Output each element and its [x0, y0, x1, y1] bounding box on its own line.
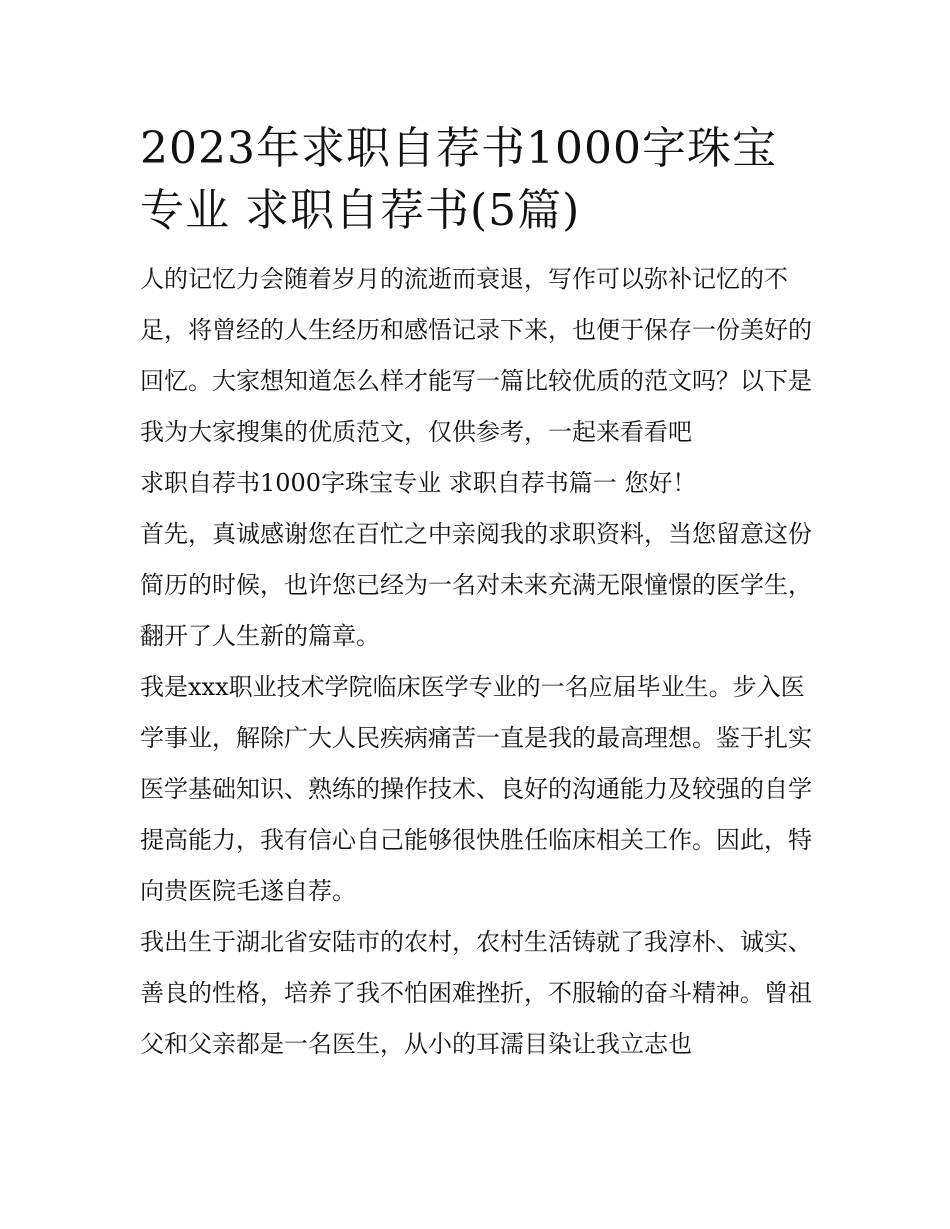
- paragraph-thanks: 首先，真诚感谢您在百忙之中亲阅我的求职资料，当您留意这份简历的时候，也许您已经为一名对未来充满无限憧憬的医学生，翻开了人生新的篇章。: [140, 520, 812, 650]
- document-title: 2023年求职自荐书1000字珠宝专业 求职自荐书(5篇): [140, 123, 777, 236]
- paragraph-self-introduction: 我是xxx职业技术学院临床医学专业的一名应届毕业生。步入医学事业，解除广大人民疾病痛苦一直是我的最高理想。鉴于扎实医学基础知识、熟练的操作技术、良好的沟通能力及较强的自学提高能力，我有信心自己能够很快胜任临床相关工作。因此，特向贵医院毛遂自荐。: [140, 673, 812, 905]
- paragraph-intro: 人的记忆力会随着岁月的流逝而衰退，写作可以弥补记忆的不足，将曾经的人生经历和感悟记录下来，也便于保存一份美好的回忆。大家想知道怎么样才能写一篇比较优质的范文吗？以下是我为大家搜集的优质范文，仅供参考，一起来看看吧: [140, 265, 812, 446]
- paragraph-background: 我出生于湖北省安陆市的农村，农村生活铸就了我淳朴、诚实、善良的性格，培养了我不怕困难挫折，不服输的奋斗精神。曾祖父和父亲都是一名医生，从小的耳濡目染让我立志也: [140, 928, 812, 1058]
- paragraph-heading-letter-one: 求职自荐书1000字珠宝专业 求职自荐书篇一 您好！: [140, 469, 697, 497]
- document-body: [140, 118, 812, 1070]
